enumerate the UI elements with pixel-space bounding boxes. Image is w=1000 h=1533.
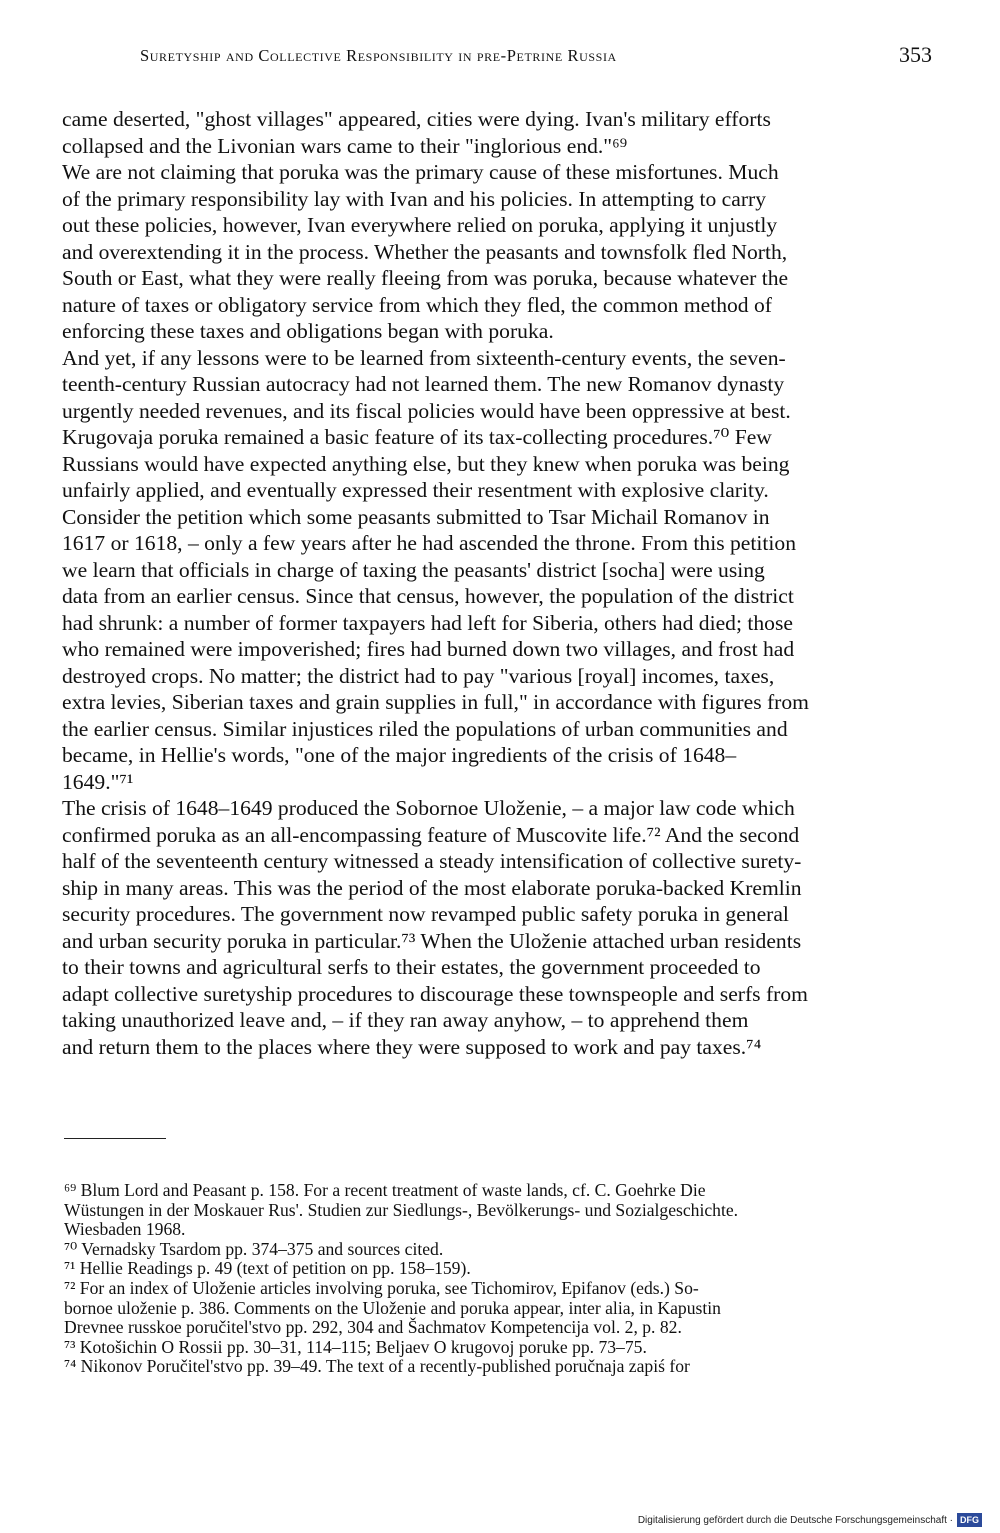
footnote: ⁶⁹ Blum Lord and Peasant p. 158. For a recent treatment of waste lands, cf. C. Goehrke Die Wüstungen in der Moskauer Rus'. Studien zur Siedlungs-, Bevölkerungs- und Sozialgeschichte. Wiesbaden 1968. xyxy=(64,1180,739,1240)
footnote-divider xyxy=(64,1138,166,1139)
paragraph: came deserted, "ghost villages" appeared, cities were dying. Ivan's military efforts collapsed and the Livonian wars came to their "inglorious end."⁶⁹ xyxy=(62,107,771,158)
paragraph: And yet, if any lessons were to be learned from sixteenth-century events, the seven- teenth-century Russian autocracy had not learned them. The new Romanov dynasty urgently needed revenues, and its fiscal policies would have been oppressive at best. Krugovaja poruka remained a basic feature of its tax-collecting procedures.⁷⁰ Few Russians would have expected anything else, but they knew when poruka was being unfairly applied, and eventually expressed their resentment with explosive clarity. xyxy=(62,345,791,502)
paragraph: The crisis of 1648–1649 produced the Sobornoe Uloženie, – a major law code which confirmed poruka as an all-encompassing feature of Muscovite life.⁷² And the second half of the seventeenth century witnessed a steady intensification of collective surety- ship in many areas. This was the period of the most elaborate poruka-backed Kremlin security procedures. The government now revamped public safety poruka in general and urban security poruka in particular.⁷³ When the Uloženie attached urban residents to their towns and agricultural serfs to their estates, the government proceeded to adapt collective suretyship procedures to discourage these townspeople and serfs from taking unauthorized leave and, – if they ran away anyhow, – to apprehend them and return them to the places where they were supposed to work and pay taxes.⁷⁴ xyxy=(62,796,808,1059)
footnote: ⁷⁰ Vernadsky Tsardom pp. 374–375 and sources cited. xyxy=(64,1238,444,1259)
body-text xyxy=(62,106,932,1060)
digitization-footer xyxy=(638,1512,982,1528)
page-header xyxy=(140,42,932,76)
footnote: ⁷³ Kotošichin O Rossii pp. 30–31, 114–115; Beljaev O krugovoj poruke pp. 73–75. xyxy=(64,1336,647,1357)
footnote: ⁷⁴ Nikonov Poručitel'stvo pp. 39–49. The text of a recently-published poručnaja zapiś for xyxy=(64,1356,690,1377)
page-number: 353 xyxy=(899,42,932,67)
footer-credit: Digitalisierung gefördert durch die Deutsche Forschungsgemeinschaft · xyxy=(637,1514,953,1526)
footnote: ⁷¹ Hellie Readings p. 49 (text of petition on pp. 158–159). xyxy=(64,1258,471,1279)
paragraph: We are not claiming that poruka was the primary cause of these misfortunes. Much of the primary responsibility lay with Ivan and his policies. In attempting to carry out these policies, however, Ivan everywhere relied on poruka, applying it unjustly and overextending it in the process. Whether the peasants and townsfolk fled North, South or East, what they were really fleeing from was poruka, because whatever the nature of taxes or obligatory service from which they fled, the common method of enforcing these taxes and obligations began with poruka. xyxy=(62,160,789,343)
dfg-logo: DFG xyxy=(957,1513,982,1527)
footnotes xyxy=(64,1181,932,1377)
paragraph: Consider the petition which some peasants submitted to Tsar Michail Romanov in 1617 or 1618, – only a few years after he had ascended the throne. From this petition we learn that officials in charge of taxing the peasants' district [socha] were using data from an earlier census. Since that census, however, the population of the district had shrunk: a number of former taxpayers had left for Siberia, others had died; those who remained were impoverished; fires had burned down two villages, and frost had destroyed crops. No matter; the district had to pay "various [royal] incomes, taxes, extra levies, Siberian taxes and grain supplies in full," in accordance with figures from the earlier census. Similar injustices riled the populations of urban communities and became, in Hellie's words, "one of the major ingredients of the crisis of 1648– 1649."⁷¹ xyxy=(62,504,809,794)
running-title: Suretyship and Collective Responsibility in pre-Petrine Russia xyxy=(140,46,617,65)
footnote: ⁷² For an index of Uloženie articles involving poruka, see Tichomirov, Epifanov (eds.) So- bornoe uloženie p. 386. Comments on the Uloženie and poruka appear, inter alia, in Kapustin Drevnee russkoe poručitel'stvo pp. 292, 304 and Šachmatov Kompetencija vol. 2, p. 82. xyxy=(64,1277,721,1338)
